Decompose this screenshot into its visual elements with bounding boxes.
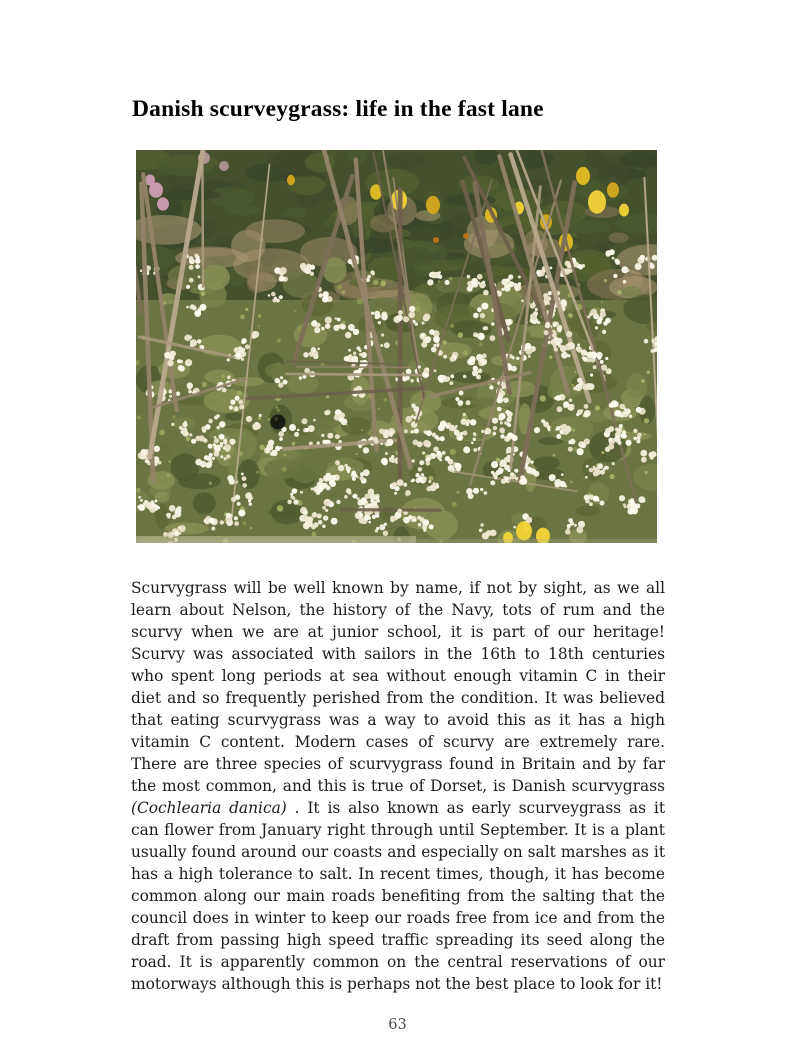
- body-text-tail: . It is also known as early scurveygrass as it can flower from January right through until September. It is a plant usually found around our coasts and especially on salt marshes as it has a high tolerance to salt. In recent times, though, it has become common along our main roads benefiting from the salting that the council does in winter to keep our roads free from ice and from the draft from passing high speed traffic spreading its seed along the road. It is apparently common on the central reservations of our motorways although this is perhaps not the best place to look for it!: [131, 799, 665, 993]
- page-number: 63: [388, 1017, 407, 1033]
- scurvygrass-photo: [136, 150, 657, 543]
- species-latin-name: (Cochlearia danica): [131, 799, 287, 817]
- body-paragraph: [131, 577, 665, 995]
- scurvygrass-photo-illustration: [136, 150, 657, 543]
- article-title: Danish scurveygrass: life in the fast lane: [132, 96, 544, 122]
- body-text-lead: Scurvygrass will be well known by name, if not by sight, as we all learn about Nelson, the history of the Navy, tots of rum and the scurvy when we are at junior school, it is part of our heritage! Scurvy was associated with sailors in the 16th to 18th centuries who spent long periods at sea without enough vitamin C in their diet and so frequently perished from the condition. It was believed that eating scurvygrass was a way to avoid this as it has a high vitamin C content. Modern cases of scurvy are extremely rare. There are three species of scurvygrass found in Britain and by far the most common, and this is true of Dorset, is Danish scurvygrass: [131, 579, 665, 795]
